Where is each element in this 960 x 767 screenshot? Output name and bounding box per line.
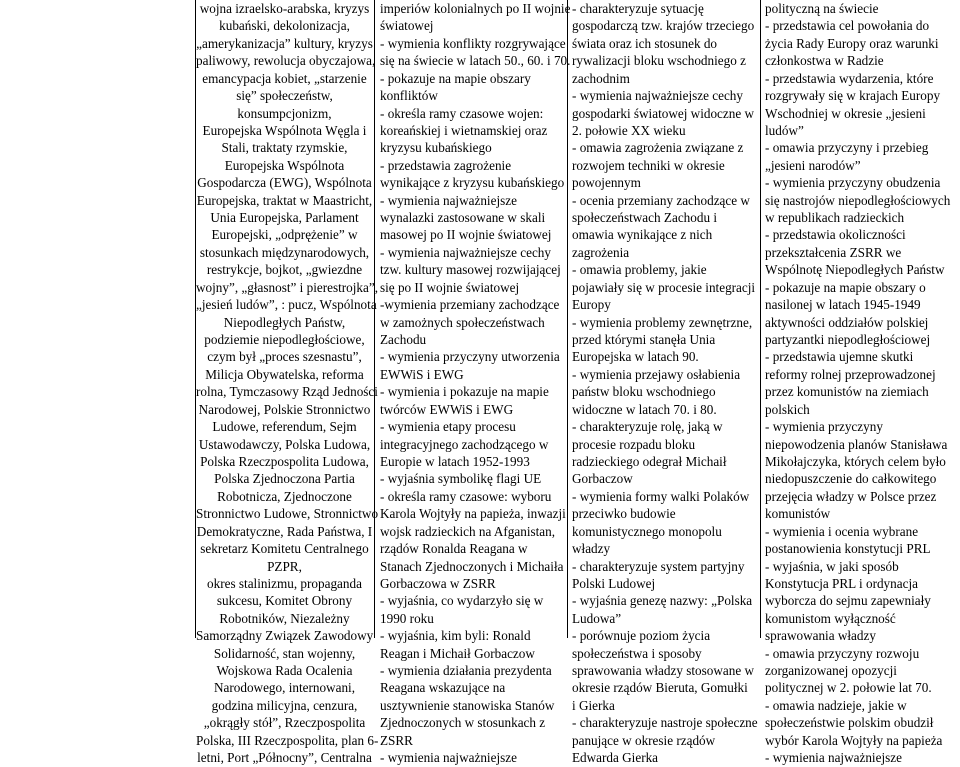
text-line: - określa ramy czasowe: wyboru	[380, 488, 552, 504]
text-line: powojennym	[572, 175, 641, 191]
text-line: - przedstawia ujemne skutki	[765, 349, 914, 365]
text-line: się” społeczeństw,	[236, 88, 333, 104]
text-line: Unia Europejska, Parlament	[210, 210, 359, 226]
text-line: Wojskowa Rada Ocalenia	[216, 663, 353, 679]
text-line: czym był „proces szesnastu”,	[207, 349, 362, 365]
text-line: nasilonej w latach 1945-1949	[765, 297, 921, 313]
text-line: gospodarczą tzw. krajów trzeciego	[572, 18, 755, 34]
text-line: Robotnicza, Zjednoczone	[217, 488, 352, 504]
text-line: 2. połowie XX wieku	[572, 122, 686, 138]
text-line: i Gierka	[572, 697, 615, 713]
text-line: Robotników, Niezależny	[219, 610, 350, 626]
text-line: Milicja Obywatelska, reforma	[205, 366, 364, 382]
text-line: Konstytucja PRL i ordynacja	[765, 575, 918, 591]
text-line: - ocenia przemiany zachodzące w	[572, 192, 750, 208]
text-line: - wymienia formy walki Polaków	[572, 488, 750, 504]
text-line: - omawia nadzieje, jakie w	[765, 697, 907, 713]
text-line: - wyjaśnia genezę nazwy: „Polska	[572, 593, 753, 609]
text-line: członkostwa w Radzie	[765, 53, 884, 69]
text-line: emancypacja kobiet, „starzenie	[202, 70, 367, 86]
text-line: - przedstawia wydarzenia, które	[765, 70, 934, 86]
text-line: „jesień ludów”, : pucz, Wspólnota	[196, 297, 377, 313]
text-line: Ustawodawczy, Polska Ludowa,	[198, 436, 371, 452]
text-line: Reagan i Michaił Gorbaczow	[380, 645, 535, 661]
text-line: Ludowa”	[572, 610, 622, 626]
text-line: - wymienia przyczyny	[765, 419, 883, 435]
text-line: - wymienia najważniejsze	[765, 750, 902, 766]
text-line: niepowodzenia planów Stanisława	[765, 436, 948, 452]
text-line: wynalazki zastosowane w skali	[380, 210, 546, 226]
text-line: - przedstawia cel powołania do	[765, 18, 930, 34]
text-line: konsumpcjonizm,	[237, 105, 332, 121]
text-line: rządów Ronalda Reagana w	[380, 541, 528, 557]
text-line: Narodowego, internowani,	[214, 680, 355, 696]
text-line: - charakteryzuje sytuację	[572, 1, 704, 16]
text-line: społeczeństwa i sposoby	[572, 645, 702, 661]
text-line: sekretarz Komitetu Centralnego	[200, 541, 369, 557]
text-line: masowej po II wojnie światowej	[380, 227, 552, 243]
text-line: - wymienia najważniejsze cechy	[380, 244, 551, 260]
text-line: polityczną na świecie	[765, 1, 879, 16]
text-line: - wymienia najważniejsze	[380, 192, 517, 208]
text-line: się po II wojnie światowej	[380, 279, 520, 295]
text-line: omawia wynikające z nich	[572, 227, 713, 243]
text-line: reformy rolnej przeprowadzonej	[765, 366, 936, 382]
text-line: zachodnim	[572, 70, 630, 86]
text-line: komunistom wyłączność	[765, 610, 896, 626]
text-line: „okrągły stół”, Rzeczpospolita	[203, 715, 366, 731]
text-line: stosunkach międzynarodowych,	[199, 244, 370, 260]
text-line: - wymienia konflikty rozgrywające	[380, 35, 566, 51]
text-line: twórców EWWiS i EWG	[380, 401, 514, 417]
text-line: kryzysu kubańskiego	[380, 140, 492, 156]
text-line: zagrożenia	[572, 244, 630, 260]
text-line: się na świecie w latach 50., 60. i 70.	[380, 53, 571, 69]
text-line: - wymienia najważniejsze cechy	[572, 88, 743, 104]
text-line: Polska Rzeczpospolita Ludowa,	[200, 453, 369, 469]
text-line: Mikołajczyka, których celem było	[765, 453, 946, 469]
text-line: - wymienia i ocenia wybrane	[765, 523, 919, 539]
text-line: paliwowy, rewolucja obyczajowa,	[196, 53, 376, 69]
text-line: podziemie niepodległościowe,	[204, 332, 365, 348]
text-line: „jesieni narodów”	[765, 157, 861, 173]
text-line: Zachodu	[380, 332, 427, 348]
text-line: restrykcje, bojkot, „gwiezdne	[206, 262, 363, 278]
text-line: Europy	[572, 297, 611, 313]
text-line: Gospodarcza (EWG), Wspólnota	[197, 175, 372, 191]
text-line: w republikach radzieckich	[765, 210, 905, 226]
text-line: okres stalinizmu, propaganda	[207, 575, 362, 591]
text-line: niedopuszczenie do całkowitego	[765, 471, 937, 487]
text-line: społeczeństwie polskim obudził	[765, 715, 934, 731]
text-line: - porównuje poziom życia	[572, 628, 711, 644]
text-line: - wymienia problemy zewnętrzne,	[572, 314, 753, 330]
text-line: tzw. kultury masowej rozwijającej	[380, 262, 561, 278]
text-line: - pokazuje na mapie obszary	[380, 70, 531, 86]
text-line: społeczeństwach Zachodu i	[572, 210, 718, 226]
text-line: politycznej w 2. połowie lat 70.	[765, 680, 932, 696]
text-line: Ludowe, referendum, Sejm	[212, 419, 357, 435]
text-line: wojna izraelsko-arabska, kryzys	[199, 1, 370, 16]
text-line: - wymienia najważniejsze	[380, 750, 517, 766]
text-line: - charakteryzuje rolę, jaką w	[572, 419, 723, 435]
text-line: radzieckiego odegrał Michaił	[572, 453, 727, 469]
text-line: ludów”	[765, 122, 804, 138]
text-line: - określa ramy czasowe wojen:	[380, 105, 544, 121]
text-line: Stali, traktaty rzymskie,	[221, 140, 348, 156]
text-line: „amerykanizacja” kultury, kryzys	[196, 35, 373, 51]
basic-requirements-column	[380, 0, 571, 766]
text-line: - omawia zagrożenia związane z	[572, 140, 744, 156]
text-line: - wyjaśnia symbolikę flagi UE	[380, 471, 542, 487]
text-line: Solidarność, stan wojenny,	[213, 645, 356, 661]
text-line: Karola Wojtyły na papieża, inwazji	[380, 506, 566, 522]
text-line: - wymienia przyczyny obudzenia	[765, 175, 941, 191]
text-line: wynikające z kryzysu kubańskiego	[380, 175, 565, 191]
text-line: przekształcenia ZSRR we	[765, 244, 902, 260]
text-line: usztywnienie stanowiska Stanów	[380, 697, 555, 713]
text-line: - przedstawia okoliczności	[765, 227, 906, 243]
text-line: przejęcia władzy w Polsce przez	[765, 488, 937, 504]
terms-column	[196, 0, 379, 766]
text-line: rywalizacji bloku wschodniego z	[572, 53, 746, 69]
text-line: życia Rady Europy oraz warunki	[765, 35, 939, 51]
text-line: widoczne w latach 70. i 80.	[572, 401, 717, 417]
text-line: wyborcza do sejmu zapewniały	[765, 593, 931, 609]
text-line: - charakteryzuje system partyjny	[572, 558, 745, 574]
text-line: się nastrojów niepodległościowych	[765, 192, 951, 208]
text-line: Wschodniej w okresie „jesieni	[765, 105, 926, 121]
text-line: komunistów	[765, 506, 831, 522]
text-line: Demokratyczne, Rada Państwa, I	[196, 523, 373, 539]
text-line: przed którymi stanęła Unia	[572, 332, 716, 348]
text-line: - wymienia i pokazuje na mapie	[380, 384, 549, 400]
text-line: ZSRR	[380, 732, 413, 748]
text-line: Samorządny Związek Zawodowy	[196, 628, 374, 644]
text-line: - wymienia etapy procesu	[380, 419, 516, 435]
text-line: Europejska Wspólnota Węgla i	[202, 122, 367, 138]
text-line: przez komunistów na ziemiach	[765, 384, 929, 400]
text-line: Niepodległych Państw,	[223, 314, 346, 330]
text-line: państw bloku wschodniego	[572, 384, 716, 400]
text-line: Europejska w latach 90.	[572, 349, 699, 365]
text-line: Narodowej, Polskie Stronnictwo	[198, 401, 371, 417]
text-line: godzina milicyjna, cenzura,	[211, 697, 358, 713]
text-line: okresie rządów Bieruta, Gomułki	[572, 680, 748, 696]
text-line: procesie rozpadu bloku	[572, 436, 696, 452]
text-line: - charakteryzuje nastroje społeczne	[572, 715, 758, 731]
text-line: Stanach Zjednoczonych i Michaiła	[380, 558, 564, 574]
text-line: Wspólnotę Niepodległych Państw	[765, 262, 945, 278]
text-line: Polski Ludowej	[572, 575, 656, 591]
text-line: Edwarda Gierka	[572, 750, 659, 766]
text-line: - omawia problemy, jakie	[572, 262, 707, 278]
text-line: Europejska Wspólnota	[224, 157, 345, 173]
text-line: sprawowania władzy stosowane w	[572, 663, 755, 679]
text-line: w zamożnych społeczeństwach	[380, 314, 545, 330]
text-line: - wymienia przyczyny utworzenia	[380, 349, 560, 365]
text-line: rolna, Tymczasowy Rząd Jedności	[196, 384, 378, 400]
text-line: -wymienia przemiany zachodzące	[380, 297, 560, 313]
text-line: PZPR,	[267, 558, 302, 574]
text-line: - wymienia działania prezydenta	[380, 663, 552, 679]
text-line: Europejska, traktat w Maastricht,	[196, 192, 373, 208]
text-line: konfliktów	[380, 88, 438, 104]
text-line: EWWiS i EWG	[380, 366, 464, 382]
text-line: wybór Karola Wojtyły na papieża	[765, 732, 943, 748]
text-line: rozgrywały się w krajach Europy	[765, 88, 941, 104]
text-line: - wymienia przejawy osłabienia	[572, 366, 741, 382]
text-line: świata oraz ich stosunek do	[572, 35, 718, 51]
text-line: - omawia przyczyny rozwoju	[765, 645, 920, 661]
text-line: Europie w latach 1952-1993	[380, 453, 530, 469]
text-line: - przedstawia zagrożenie	[380, 157, 512, 173]
advanced-requirements-column	[765, 0, 960, 766]
text-line: partyzantki niepodległościowej	[765, 332, 931, 348]
extended-requirements-column	[572, 0, 759, 766]
text-line: Zjednoczonych w stosunkach z	[380, 715, 546, 731]
text-line: światowej	[380, 18, 434, 34]
text-line: wojsk radzieckich na Afganistan,	[380, 523, 556, 539]
text-line: pojawiały się w procesie integracji	[572, 279, 756, 295]
text-line: aktywności oddziałów polskiej	[765, 314, 929, 330]
text-line: sukcesu, Komitet Obrony	[216, 593, 353, 609]
text-line: wojny”, „głasnost” i pierestrojka”,	[196, 279, 379, 295]
text-line: Stronnictwo Ludowe, Stronnictwo	[196, 506, 379, 522]
text-line: kubański, dekolonizacja,	[219, 18, 350, 34]
column-divider-3	[760, 0, 761, 638]
text-line: Europejski, „odprężenie” w	[211, 227, 358, 243]
text-line: - omawia przyczyny i przebieg	[765, 140, 929, 156]
text-line: postanowienia konstytucji PRL	[765, 541, 931, 557]
text-line: - pokazuje na mapie obszary o	[765, 279, 926, 295]
text-line: gospodarki światowej widoczne w	[572, 105, 755, 121]
text-line: - wyjaśnia, co wydarzyło się w	[380, 593, 544, 609]
text-line: panujące w okresie rządów	[572, 732, 716, 748]
text-line: komunistycznego monopolu	[572, 523, 722, 539]
text-line: imperiów kolonialnych po II wojnie	[380, 1, 571, 16]
text-line: rozwojem techniki w okresie	[572, 157, 725, 173]
text-line: władzy	[572, 541, 611, 557]
text-line: Polska, III Rzeczpospolita, plan 6-	[196, 732, 379, 748]
text-line: polskich	[765, 401, 810, 417]
text-line: Gorbaczowa w ZSRR	[380, 575, 496, 591]
text-line: - wyjaśnia, kim byli: Ronald	[380, 628, 531, 644]
text-line: 1990 roku	[380, 610, 434, 626]
text-line: Reagana wskazujące na	[380, 680, 506, 696]
text-line: Polska Zjednoczona Partia	[214, 471, 355, 487]
text-line: zorganizowanej opozycji	[765, 663, 897, 679]
column-divider-1	[374, 0, 375, 638]
text-line: sprawowania władzy	[765, 628, 876, 644]
text-line: letni, Port „Północny”, Centralna	[197, 750, 372, 766]
column-divider-2	[567, 0, 568, 638]
text-line: przeciwko budowie	[572, 506, 676, 522]
text-line: - wyjaśnia, w jaki sposób	[765, 558, 899, 574]
text-line: koreańskiej i wietnamskiej oraz	[380, 122, 548, 138]
text-line: integracyjnego zachodzącego w	[380, 436, 549, 452]
text-line: Gorbaczow	[572, 471, 633, 487]
